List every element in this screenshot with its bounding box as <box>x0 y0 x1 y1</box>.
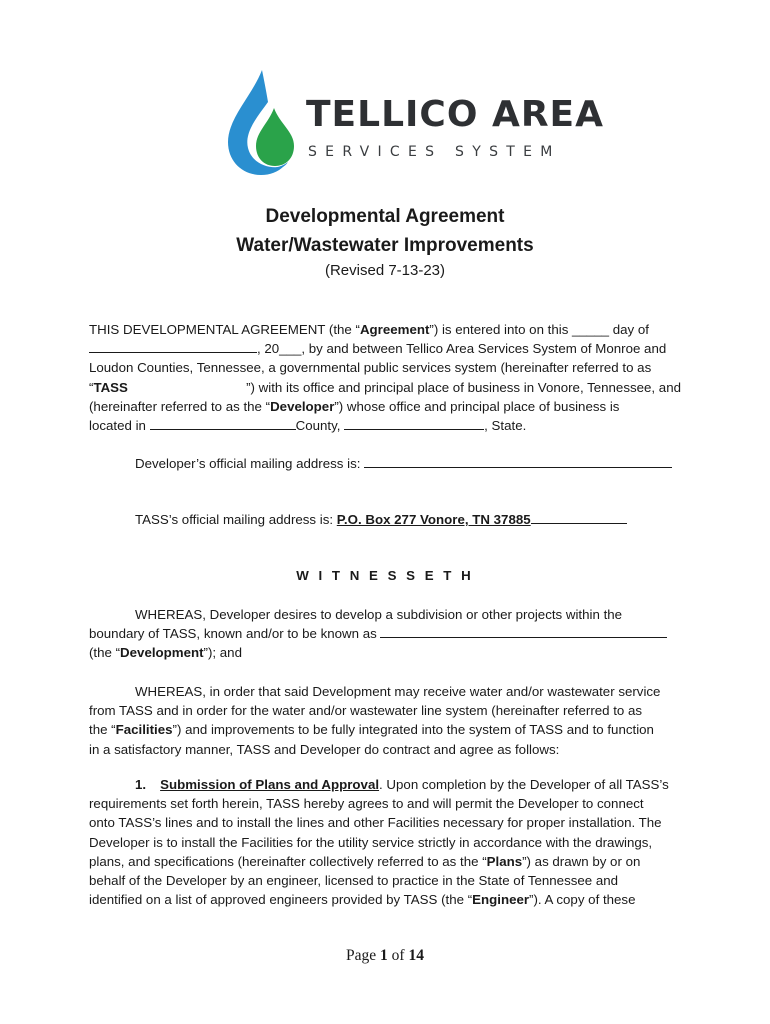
witnesseth-heading: W I T N E S S E T H <box>296 568 474 583</box>
developer-address-line: Developer’s official mailing address is: <box>135 454 672 471</box>
whereas-line: boundary of TASS, known and/or to be known as <box>89 624 681 643</box>
whereas-line: from TASS and in order for the water and/or wastewater line system (hereinafter referred to as <box>89 703 643 719</box>
intro-line: located in County, , State. <box>89 418 527 434</box>
whereas-line: in a satisfactory manner, TASS and Developer do contract and agree as follows: <box>89 741 560 757</box>
section-line: behalf of the Developer by an engineer, licensed to practice in the State of Tennessee and <box>89 873 619 889</box>
blank-field <box>344 416 484 430</box>
intro-line: THIS DEVELOPMENTAL AGREEMENT (the “Agreement”) is entered into on this _____ day of <box>89 322 649 337</box>
whereas-line: the “Facilities”) and improvements to be fully integrated into the system of TASS and to function <box>89 722 654 738</box>
blank-field <box>89 339 257 353</box>
section-1-heading-line: 1. Submission of Plans and Approval. Upon completion by the Developer of all TASS’s <box>135 777 669 792</box>
section-1 <box>89 775 681 909</box>
section-line: requirements set forth herein, TASS hereby agrees to and will permit the Developer to connect <box>89 796 644 812</box>
tass-address-value: P.O. Box 277 Vonore, TN 37885 <box>336 512 531 527</box>
blank-field <box>150 416 296 430</box>
intro-line: Loudon Counties, Tennessee, a governmental public services system (hereinafter referred to as <box>89 360 652 376</box>
section-number: 1. <box>135 777 147 792</box>
document-subtitle: Water/Wastewater Improvements <box>236 235 534 256</box>
intro-paragraph <box>89 320 681 435</box>
intro-line: “TASS ”) with its office and principal place of business in Vonore, Tennessee, and <box>89 379 681 395</box>
water-drop-icon <box>222 66 302 178</box>
tass-address-blank <box>531 510 627 524</box>
document-title: Developmental Agreement <box>265 206 505 227</box>
whereas-line: WHEREAS, Developer desires to develop a subdivision or other projects within the <box>135 607 623 622</box>
whereas-line: (the “Development”); and <box>89 645 242 661</box>
section-line: onto TASS’s lines and to install the lines and other Facilities necessary for proper installation. The <box>89 815 662 831</box>
intro-line: , 20___, by and between Tellico Area Services System of Monroe and <box>89 339 681 358</box>
page-number: Page 1 of 14 <box>346 947 424 964</box>
tass-logo <box>222 66 605 178</box>
whereas-line: WHEREAS, in order that said Development may receive water and/or wastewater service <box>135 684 661 699</box>
tass-address-line: TASS’s official mailing address is: P.O. Box 277 Vonore, TN 37885 <box>135 510 627 527</box>
development-name-blank <box>380 624 667 638</box>
section-line: plans, and specifications (hereinafter collectively referred to as the “Plans”) as drawn by or on <box>89 853 641 869</box>
intro-line: (hereinafter referred to as the “Developer”) whose office and principal place of business is <box>89 398 620 414</box>
logo-tagline: SERVICES SYSTEM <box>308 144 561 160</box>
developer-address-blank <box>364 454 672 468</box>
section-heading: Submission of Plans and Approval <box>160 777 380 792</box>
logo-title: TELLICO AREA <box>306 94 605 135</box>
section-line: identified on a list of approved engineers provided by TASS (the “Engineer”). A copy of these <box>89 892 636 908</box>
revision-note: (Revised 7-13-23) <box>324 262 446 279</box>
section-line: Developer is to install the Facilities for the utility service strictly in accordance with the drawings, <box>89 834 653 850</box>
whereas-paragraph-1 <box>89 605 681 663</box>
whereas-paragraph-2 <box>89 682 681 759</box>
